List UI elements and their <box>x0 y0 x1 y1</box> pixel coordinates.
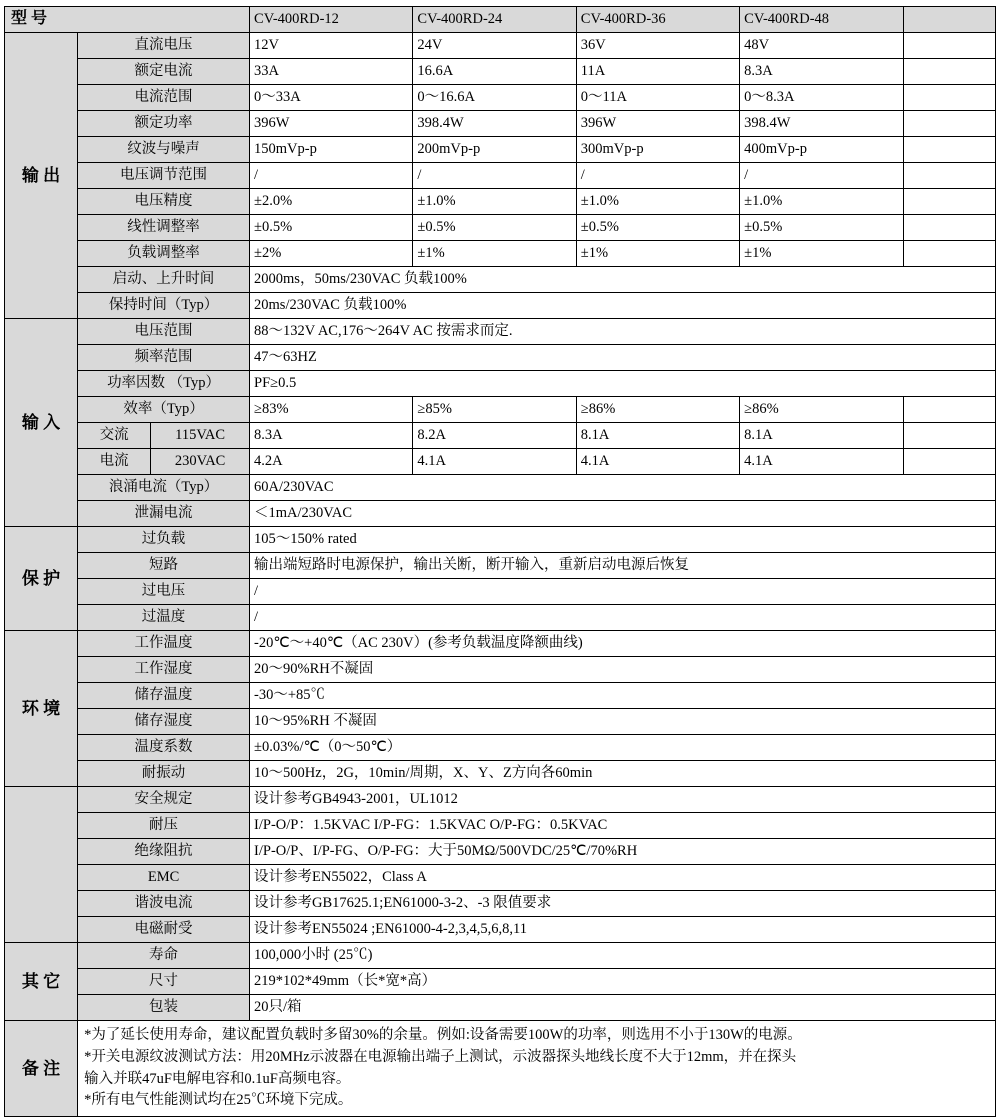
row-value: 输出端短路时电源保护，输出关断，断开输入，重新启动电源后恢复 <box>250 553 996 579</box>
row-label: 功率因数 （Typ） <box>78 371 250 397</box>
row-label: 储存湿度 <box>78 709 250 735</box>
group-protection: 保 护 <box>5 527 78 631</box>
row-value: 48V <box>740 33 903 59</box>
row-sub-label: 115VAC <box>151 423 250 449</box>
model-label: 型 号 <box>5 7 250 33</box>
table-row <box>5 319 996 345</box>
remark-line: 输入并联47uF电解电容和0.1uF高频电容。 <box>84 1070 351 1087</box>
row-value: ±0.5% <box>576 215 739 241</box>
row-value-empty <box>903 397 995 423</box>
row-value-empty <box>903 137 995 163</box>
row-sub-label: 230VAC <box>151 449 250 475</box>
table-row <box>5 189 996 215</box>
row-value: 4.2A <box>250 449 413 475</box>
table-row <box>5 293 996 319</box>
remark-line: *为了延长使用寿命，建议配置负载时多留30%的余量。例如:设备需要100W的功率，则选用不小于130W的电源。 <box>84 1027 802 1043</box>
table-row <box>5 423 996 449</box>
table-row <box>5 397 996 423</box>
row-value: 33A <box>250 59 413 85</box>
row-value: 60A/230VAC <box>250 475 996 501</box>
row-label: 绝缘阻抗 <box>78 839 250 865</box>
row-value: ±0.03%/℃（0～50℃） <box>250 735 996 761</box>
table-row <box>5 475 996 501</box>
table-row <box>5 631 996 657</box>
row-value: 11A <box>576 59 739 85</box>
table-row <box>5 943 996 969</box>
row-value: ±0.5% <box>250 215 413 241</box>
row-label: 耐压 <box>78 813 250 839</box>
row-label: 额定电流 <box>78 59 250 85</box>
table-row <box>5 969 996 995</box>
row-label: 纹波与噪声 <box>78 137 250 163</box>
specification-table <box>4 6 996 1117</box>
group-safety <box>5 787 78 943</box>
row-label: 负载调整率 <box>78 241 250 267</box>
row-value: ＜1mA/230VAC <box>250 501 996 527</box>
row-value: ±1.0% <box>576 189 739 215</box>
row-value: 设计参考GB17625.1;EN61000-3-2、-3 限值要求 <box>250 891 996 917</box>
row-label: 温度系数 <box>78 735 250 761</box>
table-row <box>5 501 996 527</box>
table-row <box>5 163 996 189</box>
table-row <box>5 241 996 267</box>
row-label: 电压范围 <box>78 319 250 345</box>
row-label: 寿命 <box>78 943 250 969</box>
row-label: 过温度 <box>78 605 250 631</box>
group-other: 其 它 <box>5 943 78 1021</box>
table-row <box>5 865 996 891</box>
row-value: / <box>250 605 996 631</box>
row-value: ±0.5% <box>740 215 903 241</box>
row-label: 电压精度 <box>78 189 250 215</box>
row-label: 额定功率 <box>78 111 250 137</box>
row-value: 398.4W <box>413 111 576 137</box>
table-row <box>5 683 996 709</box>
row-label: 工作温度 <box>78 631 250 657</box>
row-value: 105～150% rated <box>250 527 996 553</box>
remark-line: *开关电源纹波测试方法：用20MHz示波器在电源输出端子上测试，示波器探头地线长度不大于12mm，并在探头 <box>84 1048 797 1065</box>
row-value: ±0.5% <box>413 215 576 241</box>
row-label: 包装 <box>78 995 250 1021</box>
row-value: 150mVp-p <box>250 137 413 163</box>
row-value: 4.1A <box>740 449 903 475</box>
row-label: 过电压 <box>78 579 250 605</box>
table-row <box>5 85 996 111</box>
row-label: 储存温度 <box>78 683 250 709</box>
row-value: 398.4W <box>740 111 903 137</box>
table-row <box>5 839 996 865</box>
row-value: / <box>740 163 903 189</box>
row-label: 电压调节范围 <box>78 163 250 189</box>
row-value-empty <box>903 33 995 59</box>
row-value: 24V <box>413 33 576 59</box>
row-value: 36V <box>576 33 739 59</box>
row-value: 396W <box>250 111 413 137</box>
row-value: 88～132V AC,176～264V AC 按需求而定. <box>250 319 996 345</box>
table-row <box>5 891 996 917</box>
row-label-ac-line1: 交流 <box>78 423 151 449</box>
row-label: 尺寸 <box>78 969 250 995</box>
group-remark: 备 注 <box>5 1021 78 1117</box>
row-label: 直流电压 <box>78 33 250 59</box>
table-row <box>5 813 996 839</box>
row-value-empty <box>903 189 995 215</box>
row-value: 20ms/230VAC 负载100% <box>250 293 996 319</box>
row-value: 10～500Hz，2G，10min/周期，X、Y、Z方向各60min <box>250 761 996 787</box>
group-environment: 环 境 <box>5 631 78 787</box>
table-row <box>5 735 996 761</box>
row-label: 频率范围 <box>78 345 250 371</box>
row-value-empty <box>903 449 995 475</box>
row-value: 4.1A <box>576 449 739 475</box>
row-value: 10～95%RH 不凝固 <box>250 709 996 735</box>
row-value: 219*102*49mm（长*宽*高） <box>250 969 996 995</box>
row-value: ±1.0% <box>413 189 576 215</box>
row-label: 启动、上升时间 <box>78 267 250 293</box>
row-value: 20只/箱 <box>250 995 996 1021</box>
row-value: 4.1A <box>413 449 576 475</box>
row-label: 保持时间（Typ） <box>78 293 250 319</box>
row-value: ≥83% <box>250 397 413 423</box>
row-value: 8.3A <box>250 423 413 449</box>
row-value: 设计参考GB4943-2001，UL1012 <box>250 787 996 813</box>
row-value: ±1.0% <box>740 189 903 215</box>
row-label: EMC <box>78 865 250 891</box>
row-label: 电流范围 <box>78 85 250 111</box>
table-row <box>5 449 996 475</box>
table-row <box>5 657 996 683</box>
row-value: 8.2A <box>413 423 576 449</box>
row-label: 泄漏电流 <box>78 501 250 527</box>
remark-line: *所有电气性能测试均在25℃环境下完成。 <box>84 1092 353 1109</box>
row-value: 100,000小时 (25℃) <box>250 943 996 969</box>
group-output: 输 出 <box>5 33 78 319</box>
model-cell-3: CV-400RD-36 <box>576 7 739 33</box>
table-row <box>5 605 996 631</box>
table-row <box>5 761 996 787</box>
group-input: 输 入 <box>5 319 78 527</box>
table-row-model <box>5 7 996 33</box>
row-value: ±2.0% <box>250 189 413 215</box>
row-value: ±2% <box>250 241 413 267</box>
row-label: 谐波电流 <box>78 891 250 917</box>
model-cell-5 <box>903 7 995 33</box>
row-value: 12V <box>250 33 413 59</box>
row-value: 400mVp-p <box>740 137 903 163</box>
row-value: / <box>413 163 576 189</box>
row-value: 47～63HZ <box>250 345 996 371</box>
remark-block <box>78 1021 996 1117</box>
table-row <box>5 553 996 579</box>
row-value: 200mVp-p <box>413 137 576 163</box>
table-row <box>5 345 996 371</box>
table-row <box>5 917 996 943</box>
row-value: ≥86% <box>740 397 903 423</box>
table-row <box>5 137 996 163</box>
row-value: 8.1A <box>740 423 903 449</box>
row-value: PF≥0.5 <box>250 371 996 397</box>
row-label: 电磁耐受 <box>78 917 250 943</box>
table-row <box>5 33 996 59</box>
row-label: 工作湿度 <box>78 657 250 683</box>
row-value: / <box>250 579 996 605</box>
row-value-empty <box>903 163 995 189</box>
row-value: -20℃～+40℃（AC 230V）(参考负载温度降额曲线) <box>250 631 996 657</box>
table-row <box>5 787 996 813</box>
row-value: -30～+85℃ <box>250 683 996 709</box>
row-value: I/P-O/P：1.5KVAC I/P-FG：1.5KVAC O/P-FG：0.5KVAC <box>250 813 996 839</box>
row-value: ≥85% <box>413 397 576 423</box>
row-value: 设计参考EN55024 ;EN61000-4-2,3,4,5,6,8,11 <box>250 917 996 943</box>
model-cell-2: CV-400RD-24 <box>413 7 576 33</box>
table-row-remark <box>5 1021 996 1117</box>
table-row <box>5 579 996 605</box>
row-value-empty <box>903 59 995 85</box>
row-value: ≥86% <box>576 397 739 423</box>
row-value-empty <box>903 215 995 241</box>
row-value: 16.6A <box>413 59 576 85</box>
row-value-empty <box>903 241 995 267</box>
row-value: 0～16.6A <box>413 85 576 111</box>
table-row <box>5 111 996 137</box>
row-label-ac-line2: 电流 <box>78 449 151 475</box>
row-label: 线性调整率 <box>78 215 250 241</box>
row-value: 8.1A <box>576 423 739 449</box>
row-label: 安全规定 <box>78 787 250 813</box>
row-value: ±1% <box>576 241 739 267</box>
row-value: 设计参考EN55022，Class A <box>250 865 996 891</box>
table-row <box>5 995 996 1021</box>
model-cell-4: CV-400RD-48 <box>740 7 903 33</box>
row-value: 8.3A <box>740 59 903 85</box>
table-row <box>5 371 996 397</box>
row-label: 过负载 <box>78 527 250 553</box>
table-row <box>5 215 996 241</box>
table-row <box>5 709 996 735</box>
row-value: / <box>250 163 413 189</box>
row-value-empty <box>903 85 995 111</box>
row-value-empty <box>903 423 995 449</box>
row-value: 0～8.3A <box>740 85 903 111</box>
row-label: 短路 <box>78 553 250 579</box>
table-row <box>5 527 996 553</box>
table-row <box>5 267 996 293</box>
row-value: 0～11A <box>576 85 739 111</box>
row-value: 0～33A <box>250 85 413 111</box>
row-value: 300mVp-p <box>576 137 739 163</box>
row-label: 耐振动 <box>78 761 250 787</box>
row-label: 浪涌电流（Typ） <box>78 475 250 501</box>
row-value: 20～90%RH不凝固 <box>250 657 996 683</box>
row-value: 396W <box>576 111 739 137</box>
row-value: ±1% <box>413 241 576 267</box>
row-label: 效率（Typ） <box>78 397 250 423</box>
row-value: I/P-O/P、I/P-FG、O/P-FG：大于50MΩ/500VDC/25℃/70%RH <box>250 839 996 865</box>
row-value: ±1% <box>740 241 903 267</box>
row-value: 2000ms，50ms/230VAC 负载100% <box>250 267 996 293</box>
model-cell-1: CV-400RD-12 <box>250 7 413 33</box>
table-row <box>5 59 996 85</box>
row-value-empty <box>903 111 995 137</box>
row-value: / <box>576 163 739 189</box>
